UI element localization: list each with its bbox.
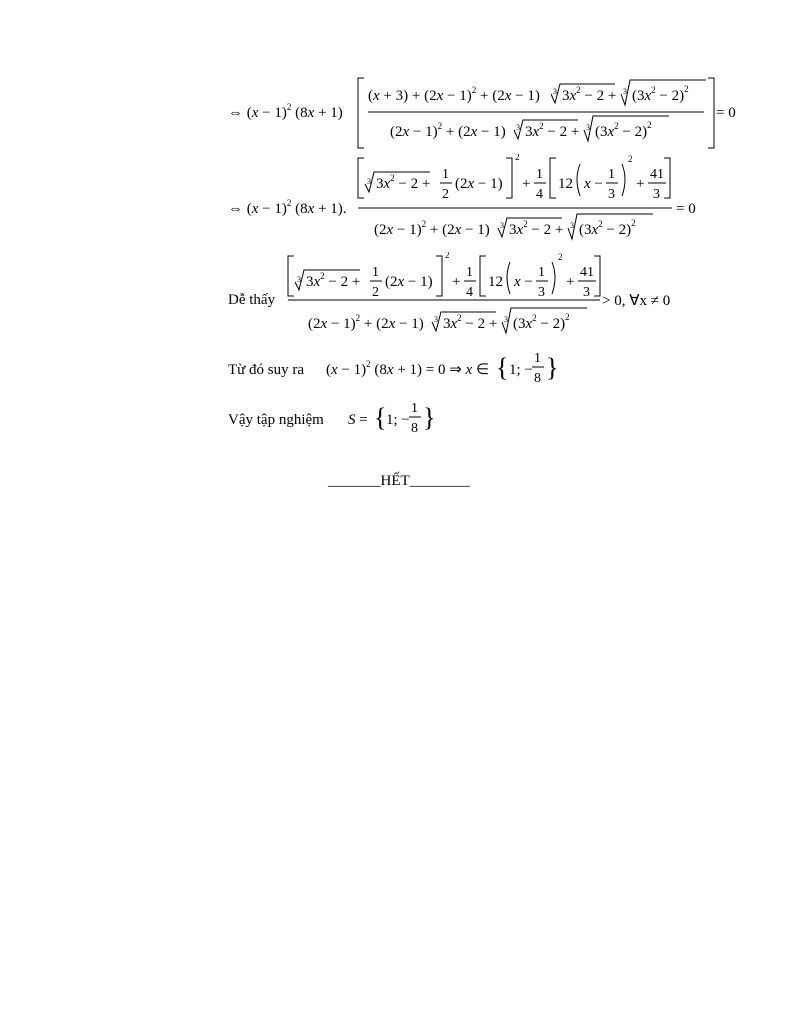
svg-text:3: 3 <box>570 221 574 230</box>
svg-text:}: } <box>423 403 436 432</box>
svg-text:3: 3 <box>504 315 508 324</box>
conclusion-line <box>228 346 568 397</box>
svg-text:8: 8 <box>534 371 541 386</box>
svg-text:3: 3 <box>553 87 557 96</box>
step2-denominator: $(2x - 1)^2 + (2x - 1)$ <box>374 219 490 238</box>
conclusion-label: Từ đó suy ra <box>228 362 305 378</box>
svg-text:3x2 − 2 +: $3x^2 - 2$ + <box>443 313 498 332</box>
step1-lhs: ⇔ $(x - 1)^2$ (8x + 1) <box>228 102 343 121</box>
svg-text:1: 1 <box>372 265 379 280</box>
svg-text:(3x2 − 2)2: $(3x^2 - 2)^2$ <box>632 84 689 104</box>
svg-text:2: 2 <box>558 252 563 262</box>
svg-text:2: 2 <box>445 252 450 260</box>
svg-text:12: 12 <box>558 176 573 192</box>
step1-rhs: = 0 <box>716 105 736 121</box>
svg-text:3x2 − 2 +: $3x^2 - 2$ + <box>562 85 617 104</box>
svg-text:{: { <box>496 353 509 382</box>
svg-text:(2x − 1)2 + (2x − 1): $(2x - 1)^2 + (2x - 1)$ <box>308 313 424 332</box>
svg-text:41: 41 <box>650 167 664 182</box>
svg-text:41: 41 <box>580 265 594 280</box>
svg-text:+: + <box>522 176 531 192</box>
equation-step-2 <box>226 154 706 251</box>
equation-step-2-graphic <box>226 154 706 246</box>
svg-text:(3x2 − 2)2: $(3x^2 - 2)^2$ <box>579 218 636 238</box>
answer-graphic <box>228 398 448 444</box>
svg-text:2: 2 <box>372 285 379 300</box>
conclusion-graphic <box>228 346 568 392</box>
step2-lhs: ⇔ $(x - 1)^2$ (8x + 1). <box>228 198 347 217</box>
svg-text:+: + <box>566 274 575 290</box>
observation-label: Dễ thấy <box>228 292 276 308</box>
answer-line <box>228 398 448 449</box>
svg-text:3x2 − 2 +: $3x^2 - 2$ + <box>376 173 431 192</box>
svg-text:(3x2 − 2)2: $(3x^2 - 2)^2$ <box>595 120 652 140</box>
svg-text:3: 3 <box>516 123 520 132</box>
svg-text:2: 2 <box>442 187 449 202</box>
svg-text:(3x2 − 2)2: $(3x^2 - 2)^2$ <box>513 312 570 332</box>
svg-text:+: + <box>636 176 645 192</box>
svg-text:}: } <box>546 353 559 382</box>
svg-text:1: 1 <box>608 167 615 182</box>
svg-text:2: 2 <box>628 154 633 164</box>
svg-text:3: 3 <box>538 285 545 300</box>
svg-text:3: 3 <box>434 315 438 324</box>
svg-text:3x2 − 2 +: $3x^2 - 2$ + <box>306 271 361 290</box>
svg-text:3x2 − 2 +: $3x^2 - 2$ + <box>509 219 564 238</box>
step2-rhs: = 0 <box>676 201 696 217</box>
svg-text:{: { <box>374 403 387 432</box>
svg-text:3: 3 <box>586 123 590 132</box>
svg-text:x −: x − <box>584 176 603 192</box>
svg-text:8: 8 <box>411 421 418 436</box>
svg-text:3: 3 <box>583 285 590 300</box>
svg-text:2: 2 <box>515 154 520 162</box>
svg-text:3: 3 <box>608 187 615 202</box>
svg-text:1: 1 <box>534 351 541 366</box>
svg-text:1; −: 1; − <box>509 362 533 378</box>
step1-numerator: $(x + 3) + (2x - 1)^2 + (2x - 1)$ <box>368 85 540 104</box>
svg-text:1: 1 <box>411 401 418 416</box>
svg-text:4: 4 <box>466 285 473 300</box>
svg-text:1: 1 <box>538 265 545 280</box>
svg-text:3x2 − 2 +: $3x^2 - 2$ + <box>525 121 580 140</box>
step1-denominator: $(2x - 1)^2 + (2x - 1)$ <box>390 121 506 140</box>
svg-text:12: 12 <box>488 274 503 290</box>
svg-text:1: 1 <box>442 167 449 182</box>
equation-step-1-graphic <box>226 72 746 152</box>
observation-rhs: > 0, ∀x ≠ 0 <box>602 293 671 309</box>
svg-text:3: 3 <box>500 221 504 230</box>
svg-text:1: 1 <box>466 265 473 280</box>
svg-text:3: 3 <box>653 187 660 202</box>
svg-text:3: 3 <box>367 177 371 186</box>
observation-line <box>228 252 698 347</box>
svg-text:(2x − 1): (2x − 1) <box>455 176 503 192</box>
equation-step-1 <box>226 72 746 157</box>
svg-text:S =: S = <box>348 412 368 428</box>
svg-text:4: 4 <box>536 187 543 202</box>
observation-graphic <box>228 252 698 342</box>
svg-text:(x − 1)2 (8x + 1) = 0 ⇒ x ∈: $(x - 1)^2$ (8x + 1) = 0 ⇒ x ∈ <box>326 359 490 378</box>
svg-text:1; −: 1; − <box>386 412 410 428</box>
end-marker: _______HẾT________ <box>328 473 470 489</box>
svg-text:(2x − 1): (2x − 1) <box>385 274 433 290</box>
svg-text:3: 3 <box>623 87 627 96</box>
svg-text:+: + <box>452 274 461 290</box>
answer-label: Vậy tập nghiệm <box>228 412 324 428</box>
svg-text:x −: x − <box>514 274 533 290</box>
svg-text:3: 3 <box>297 275 301 284</box>
svg-text:1: 1 <box>536 167 543 182</box>
